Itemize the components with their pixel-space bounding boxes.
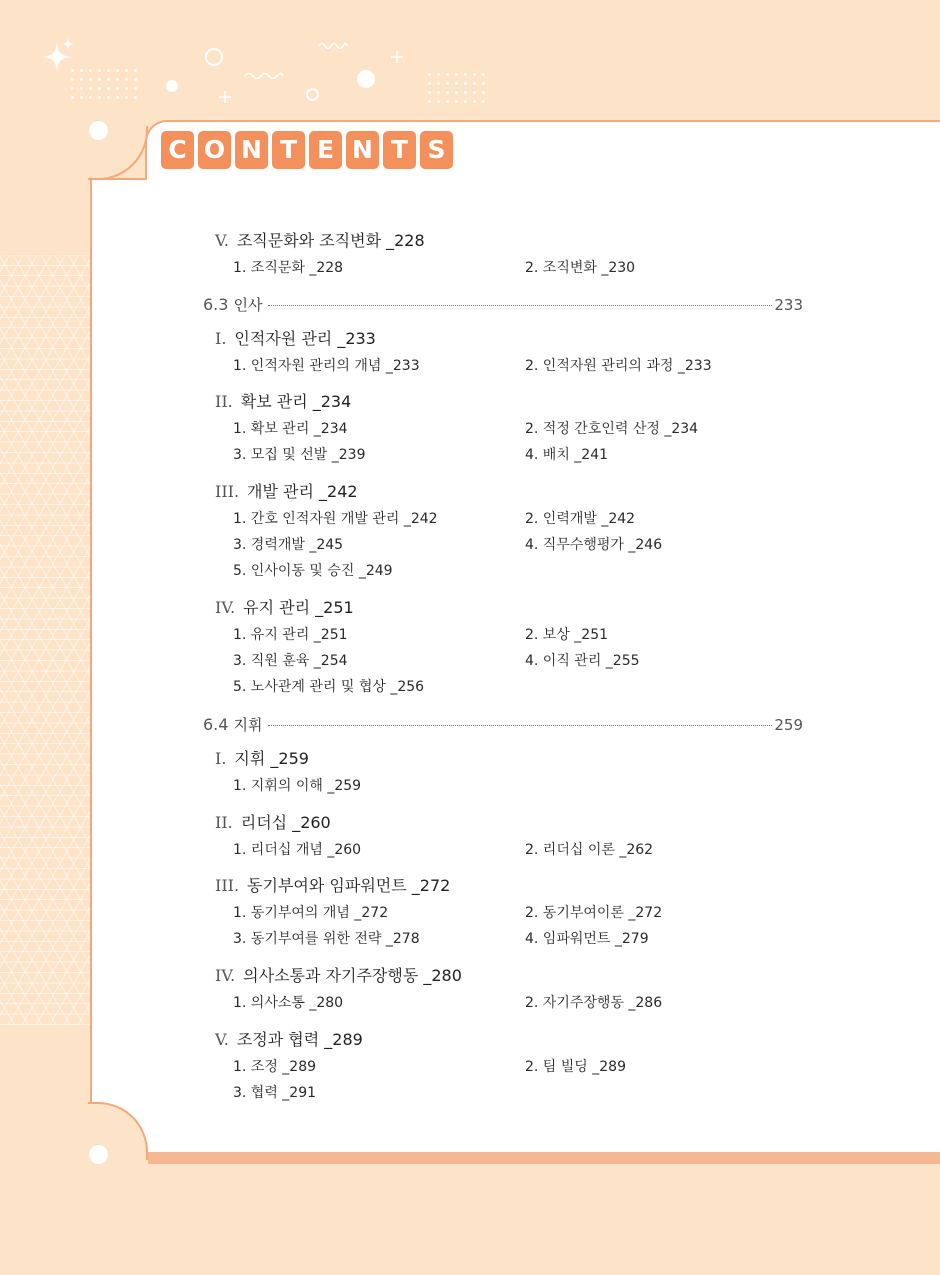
toc-item[interactable]: 3. 협력 _291: [233, 1085, 317, 1101]
ring-decoration: [306, 88, 319, 101]
toc-item[interactable]: 5. 노사관계 관리 및 협상 _256: [233, 679, 425, 695]
chapter-heading[interactable]: III. 동기부여와 임파워먼트 _272: [215, 876, 451, 895]
chapter-heading[interactable]: V. 조직문화와 조직변화 _228: [215, 231, 425, 250]
toc-item[interactable]: 1. 유지 관리 _251: [233, 627, 348, 643]
title-letter: N: [235, 131, 268, 169]
toc-item[interactable]: 2. 인적자원 관리의 과정 _233: [525, 358, 712, 374]
toc-item[interactable]: 1. 조직문화 _228: [233, 260, 344, 276]
chapter-heading[interactable]: III. 개발 관리 _242: [215, 482, 358, 501]
dotted-leader: [268, 305, 772, 306]
content-panel: [90, 178, 940, 1158]
title-letter: N: [346, 131, 379, 169]
toc-item[interactable]: 2. 리더십 이론 _262: [525, 842, 654, 858]
title-letter: O: [198, 131, 231, 169]
wave-decoration: [318, 40, 348, 50]
plus-icon: [218, 90, 232, 104]
toc-item[interactable]: 1. 의사소통 _280: [233, 995, 344, 1011]
toc-item[interactable]: 3. 경력개발 _245: [233, 537, 344, 553]
toc-item[interactable]: 2. 조직변화 _230: [525, 260, 636, 276]
ring-decoration: [205, 48, 223, 66]
chapter-heading[interactable]: II. 리더십 _260: [215, 813, 331, 832]
toc-item[interactable]: 1. 동기부여의 개념 _272: [233, 905, 389, 921]
title-letter: E: [309, 131, 342, 169]
chapter-heading[interactable]: I. 지휘 _259: [215, 749, 309, 768]
toc-item[interactable]: 2. 적정 간호인력 산정 _234: [525, 421, 699, 437]
wave-decoration: [244, 70, 284, 80]
contents-title: [161, 131, 453, 169]
toc-item[interactable]: 4. 직무수행평가 _246: [525, 537, 663, 553]
toc-item[interactable]: 4. 임파워먼트 _279: [525, 931, 649, 947]
frame-dot-top: [89, 121, 108, 140]
toc-item[interactable]: 3. 직원 훈육 _254: [233, 653, 348, 669]
toc-item[interactable]: 1. 인적자원 관리의 개념 _233: [233, 358, 420, 374]
chapter-heading[interactable]: V. 조정과 협력 _289: [215, 1030, 363, 1049]
frame-dot-bottom: [89, 1145, 108, 1164]
toc-item[interactable]: 1. 확보 관리 _234: [233, 421, 348, 437]
toc-item[interactable]: 1. 조정 _289: [233, 1059, 317, 1075]
title-letter: T: [272, 131, 305, 169]
plus-icon: [390, 50, 404, 64]
title-letter: S: [420, 131, 453, 169]
background-lattice-pattern: [0, 255, 92, 1025]
toc-item[interactable]: 1. 간호 인적자원 개발 관리 _242: [233, 511, 438, 527]
toc-item[interactable]: 3. 동기부여를 위한 전략 _278: [233, 931, 420, 947]
section-heading-6-3[interactable]: 6.3 인사 233: [203, 295, 803, 314]
section-heading-6-4[interactable]: 6.4 지휘 259: [203, 715, 803, 734]
dot-decoration: [166, 80, 178, 92]
toc-item[interactable]: 2. 인력개발 _242: [525, 511, 636, 527]
chapter-heading[interactable]: I. 인적자원 관리 _233: [215, 329, 376, 348]
toc-item[interactable]: 3. 모집 및 선발 _239: [233, 447, 366, 463]
toc-item[interactable]: 2. 동기부여이론 _272: [525, 905, 663, 921]
toc-item[interactable]: 4. 배치 _241: [525, 447, 609, 463]
toc-item[interactable]: 5. 인사이동 및 승진 _249: [233, 563, 393, 579]
toc-item[interactable]: 2. 팀 빌딩 _289: [525, 1059, 627, 1075]
small-sparkle-icon: [62, 38, 74, 50]
toc-item[interactable]: 4. 이직 관리 _255: [525, 653, 640, 669]
chapter-heading[interactable]: IV. 유지 관리 _251: [215, 598, 354, 617]
title-letter: T: [383, 131, 416, 169]
toc-item[interactable]: 1. 지휘의 이해 _259: [233, 778, 362, 794]
toc-item[interactable]: 1. 리더십 개념 _260: [233, 842, 362, 858]
toc-item[interactable]: 2. 보상 _251: [525, 627, 609, 643]
chapter-heading[interactable]: IV. 의사소통과 자기주장행동 _280: [215, 966, 462, 985]
title-letter: C: [161, 131, 194, 169]
decorative-dot-grid: [68, 66, 140, 102]
chapter-heading[interactable]: II. 확보 관리 _234: [215, 392, 352, 411]
decorative-dot-grid: [425, 70, 491, 104]
dot-decoration: [357, 70, 375, 88]
toc-item[interactable]: 2. 자기주장행동 _286: [525, 995, 663, 1011]
bottom-accent-bar: [148, 1152, 940, 1164]
dotted-leader: [268, 725, 772, 726]
